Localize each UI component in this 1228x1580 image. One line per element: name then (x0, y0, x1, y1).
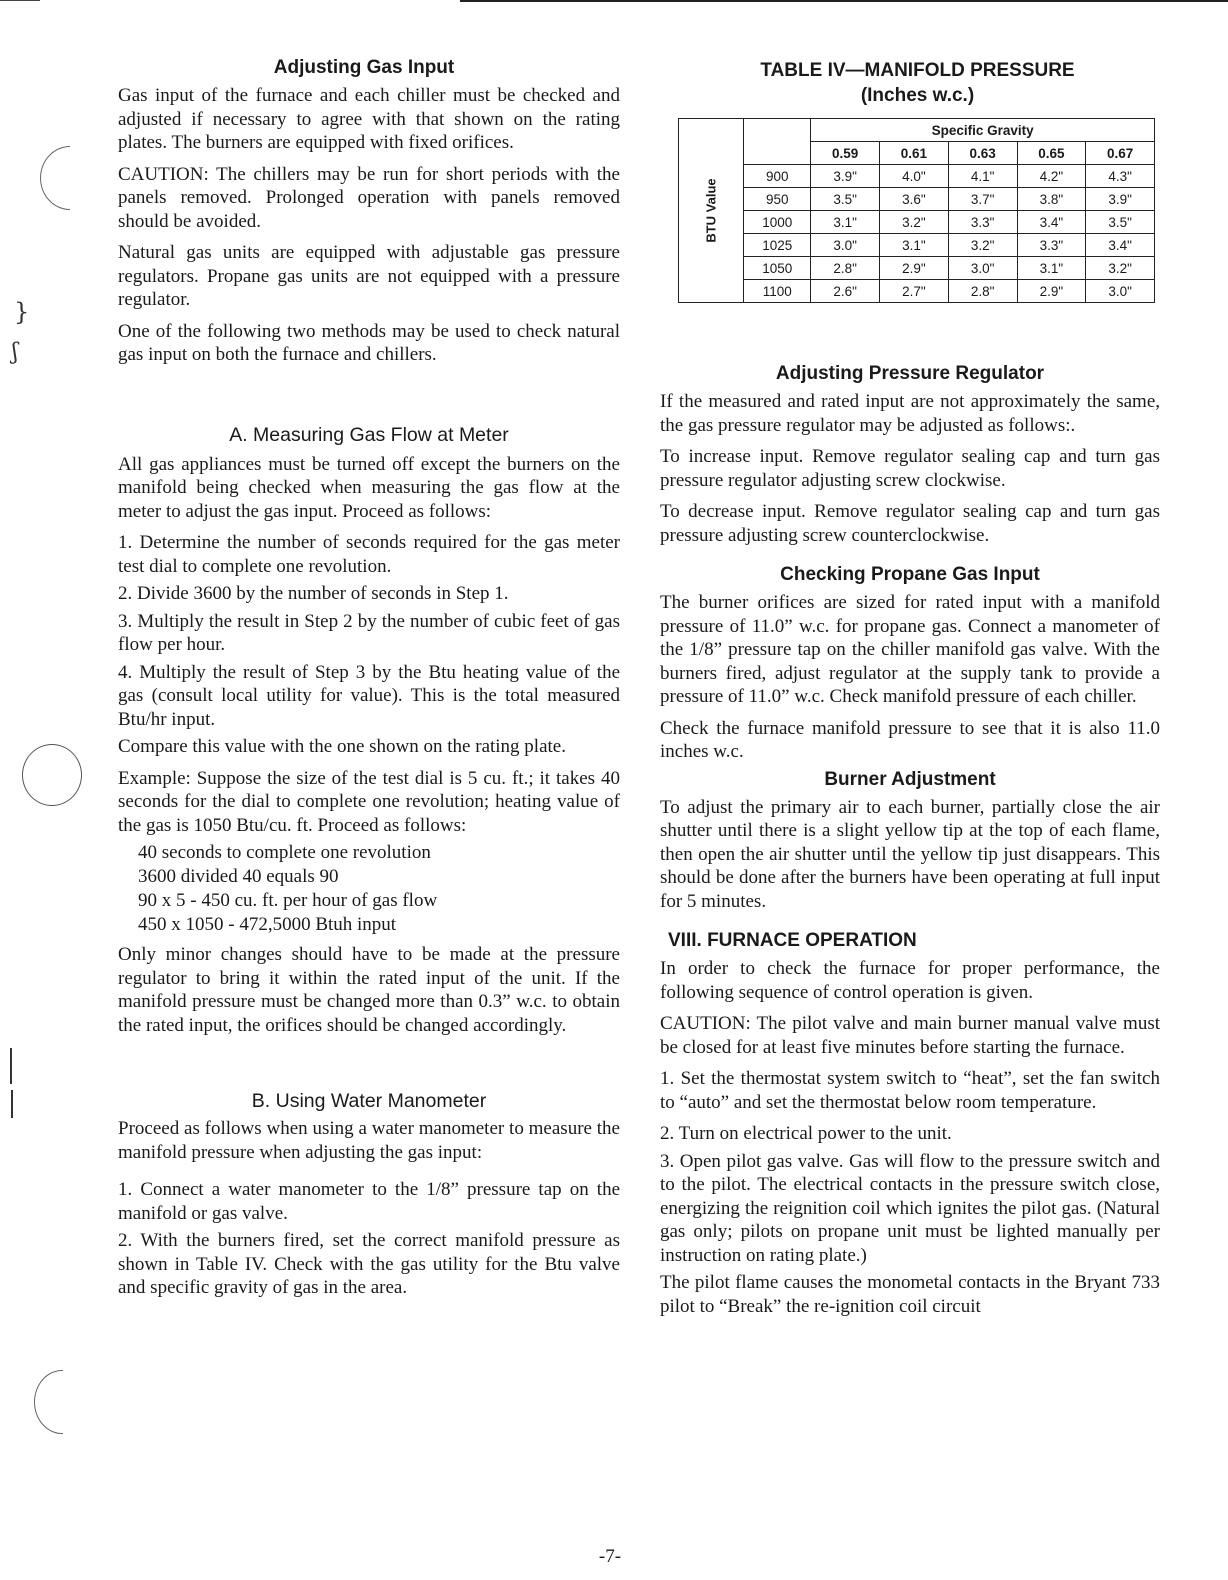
table-cell: 3.4" (1017, 211, 1086, 234)
table-cell: 2.9" (1017, 280, 1086, 303)
paragraph: The burner orifices are sized for rated input with a manifold pressure of 11.0” w.c. for propane gas. Connect a manometer of the 1/8” pressure tap on the chiller manifold gas valve. With the burners fired, adjust regulator at the supply tank to provide a pressure of 11.0” w.c. Check manifold pressure of each chiller. (660, 592, 1160, 707)
row-header: 1100 (744, 280, 811, 303)
binder-hole-top (40, 146, 100, 210)
heading-checking-propane: Checking Propane Gas Input (780, 564, 1040, 585)
heading-adjusting-gas-input: Adjusting Gas Input (273, 57, 455, 78)
table-row (679, 234, 1155, 257)
table-cell: 3.5" (811, 188, 880, 211)
table-cell: 3.0" (1086, 280, 1155, 303)
paragraph: If the measured and rated input are not approximately the same, the gas pressure regulator may be adjusted as follows:. (660, 391, 1160, 436)
table-cell: 2.9" (880, 257, 949, 280)
page-number: -7- (598, 1546, 622, 1567)
table-row (679, 188, 1155, 211)
table-cell: 3.3" (1017, 234, 1086, 257)
column-header: 0.67 (1086, 142, 1155, 165)
table-cell: 4.1" (948, 165, 1017, 188)
table-cell: 2.8" (811, 257, 880, 280)
paragraph: All gas appliances must be turned off except the burners on the manifold being checked when measuring the gas flow at the meter to adjust the gas input. Proceed as follows: (118, 453, 620, 522)
paragraph: Natural gas units are equipped with adjustable gas pressure regulators. Propane gas units are not equipped with a pressure regulator. (118, 242, 620, 310)
caution-paragraph: CAUTION: The chillers may be run for short periods with the panels removed. Prolonged operation with panels removed should be avoided. (118, 163, 620, 232)
column-header: 0.65 (1017, 142, 1086, 165)
step-item: 3. Multiply the result in Step 2 by the number of cubic feet of gas flow per hour. (118, 610, 620, 655)
margin-mark (10, 1048, 12, 1084)
calc-line: 90 x 5 - 450 cu. ft. per hour of gas flow (138, 890, 438, 911)
heading-section-b: B. Using Water Manometer (251, 1090, 487, 1112)
paragraph: Proceed as follows when using a water manometer to measure the manifold pressure when adjusting the gas input: (118, 1118, 620, 1163)
paragraph: To adjust the primary air to each burner, partially close the air shutter until there is a slight yellow tip at the top of each flame, then open the air shutter until the yellow tip just disappears. This should be done after the burners have been operating at full input for 5 minutes. (660, 796, 1160, 912)
table-cell: 3.0" (948, 257, 1017, 280)
step-item: 1. Determine the number of seconds required for the gas meter test dial to complete one revolution. (118, 532, 620, 577)
table-cell: 4.0" (880, 165, 949, 188)
row-header: 900 (744, 165, 811, 188)
heading-section-a: A. Measuring Gas Flow at Meter (229, 423, 509, 446)
step-item: 2. With the burners fired, set the correct manifold pressure as shown in Table IV. Check with the gas utility for the Btu valve and specific gravity of gas in the area. (118, 1230, 620, 1298)
calc-line: 3600 divided 40 equals 90 (138, 866, 339, 887)
step-item: 1. Set the thermostat system switch to “heat”, set the fan switch to “auto” and set the thermostat below room temperature. (660, 1068, 1160, 1113)
table-cell: 4.3" (1086, 165, 1155, 188)
corner-cell (744, 119, 811, 142)
heading-burner-adjustment: Burner Adjustment (824, 768, 996, 790)
calc-line: 450 x 1050 - 472,5000 Btuh input (138, 914, 397, 935)
binder-hole-bottom (34, 1370, 90, 1434)
paragraph: Gas input of the furnace and each chiller must be checked and adjusted if necessary to agree with that shown on the rating plates. The burners are equipped with fixed orifices. (118, 85, 620, 153)
table-cell: 3.4" (1086, 234, 1155, 257)
table-cell: 3.2" (948, 234, 1017, 257)
paragraph: To increase input. Remove regulator sealing cap and turn gas pressure regulator adjusting screw clockwise. (660, 446, 1160, 491)
top-rule-left (0, 0, 40, 1)
heading-furnace-operation: VIII. FURNACE OPERATION (668, 930, 917, 951)
example-paragraph: Example: Suppose the size of the test dial is 5 cu. ft.; it takes 40 seconds for the dial to complete one revolution; heating value of the gas is 1050 Btu/cu. ft. Proceed as follows: (118, 767, 620, 836)
row-group-header: BTU Value (679, 119, 744, 303)
manifold-pressure-table (678, 118, 1155, 303)
table-cell: 2.6" (811, 280, 880, 303)
step-item: 1. Connect a water manometer to the 1/8” pressure tap on the manifold or gas valve. (118, 1179, 620, 1224)
table-cell: 3.5" (1086, 211, 1155, 234)
table-cell: 2.7" (880, 280, 949, 303)
margin-mark (11, 1090, 13, 1118)
table-cell: 3.2" (880, 211, 949, 234)
margin-mark: } (14, 298, 30, 326)
table-title-block (680, 58, 1155, 108)
row-header: 1050 (744, 257, 811, 280)
table-cell: 3.1" (880, 234, 949, 257)
paragraph: Check the furnace manifold pressure to see that it is also 11.0 inches w.c. (660, 717, 1160, 762)
step-item: 4. Multiply the result of Step 3 by the Btu heating value of the gas (consult local utility for value). This is the total measured Btu/hr input. (118, 661, 620, 730)
table-cell: 2.8" (948, 280, 1017, 303)
caution-paragraph: CAUTION: The pilot valve and main burner manual valve must be closed for at least five minutes before starting the furnace. (660, 1013, 1160, 1058)
calculation-block (138, 841, 620, 937)
left-column (118, 56, 620, 1308)
table-cell: 4.2" (1017, 165, 1086, 188)
right-column (660, 362, 1160, 1326)
margin-mark: ʃ (12, 340, 18, 365)
step-item: 2. Turn on electrical power to the unit. (660, 1123, 952, 1144)
table-cell: 3.0" (811, 234, 880, 257)
step-item: 2. Divide 3600 by the number of seconds in Step 1. (118, 583, 509, 604)
table-row (679, 211, 1155, 234)
table-cell: 3.1" (811, 211, 880, 234)
calc-line: 40 seconds to complete one revolution (138, 842, 431, 863)
table-row (679, 257, 1155, 280)
table-subtitle: (Inches w.c.) (860, 85, 975, 106)
table-title: TABLE IV—MANIFOLD PRESSURE (760, 60, 1075, 81)
column-group-header: Specific Gravity (811, 119, 1155, 142)
step-item: 3. Open pilot gas valve. Gas will flow to the pressure switch and to the pilot. The electrical contacts in the pressure switch close, energizing the reignition coil which ignites the pilot gas. (Natural gas only; pilots on propane unit must be lighted manually per instruction on rating plate.) (660, 1150, 1160, 1266)
table-cell: 3.9" (811, 165, 880, 188)
table-cell: 3.9" (1086, 188, 1155, 211)
paragraph: Compare this value with the one shown on the rating plate. (118, 736, 566, 757)
row-header: 950 (744, 188, 811, 211)
top-rule (460, 0, 1228, 2)
corner-cell (744, 142, 811, 165)
row-header: 1025 (744, 234, 811, 257)
table-cell: 3.3" (948, 211, 1017, 234)
paragraph: One of the following two methods may be used to check natural gas input on both the furnace and chillers. (118, 320, 620, 365)
column-header: 0.61 (880, 142, 949, 165)
paragraph: In order to check the furnace for proper performance, the following sequence of control operation is given. (660, 958, 1160, 1003)
binder-hole-middle (22, 744, 82, 806)
table-cell: 3.6" (880, 188, 949, 211)
paragraph: Only minor changes should have to be made at the pressure regulator to bring it within the rated input of the unit. If the manifold pressure must be changed more than 0.3” w.c. to obtain the rated input, the orifices should be changed accordingly. (118, 944, 620, 1036)
table-cell: 3.1" (1017, 257, 1086, 280)
table-row (679, 165, 1155, 188)
column-header: 0.63 (948, 142, 1017, 165)
table-cell: 3.2" (1086, 257, 1155, 280)
table-row (679, 280, 1155, 303)
row-header: 1000 (744, 211, 811, 234)
column-header: 0.59 (811, 142, 880, 165)
paragraph: To decrease input. Remove regulator sealing cap and turn gas pressure adjusting screw counterclockwise. (660, 501, 1160, 546)
table-cell: 3.8" (1017, 188, 1086, 211)
heading-adjusting-pressure-regulator: Adjusting Pressure Regulator (775, 363, 1045, 384)
table-cell: 3.7" (948, 188, 1017, 211)
paragraph: The pilot flame causes the monometal contacts in the Bryant 733 pilot to “Break” the re-ignition coil circuit (660, 1272, 1160, 1317)
